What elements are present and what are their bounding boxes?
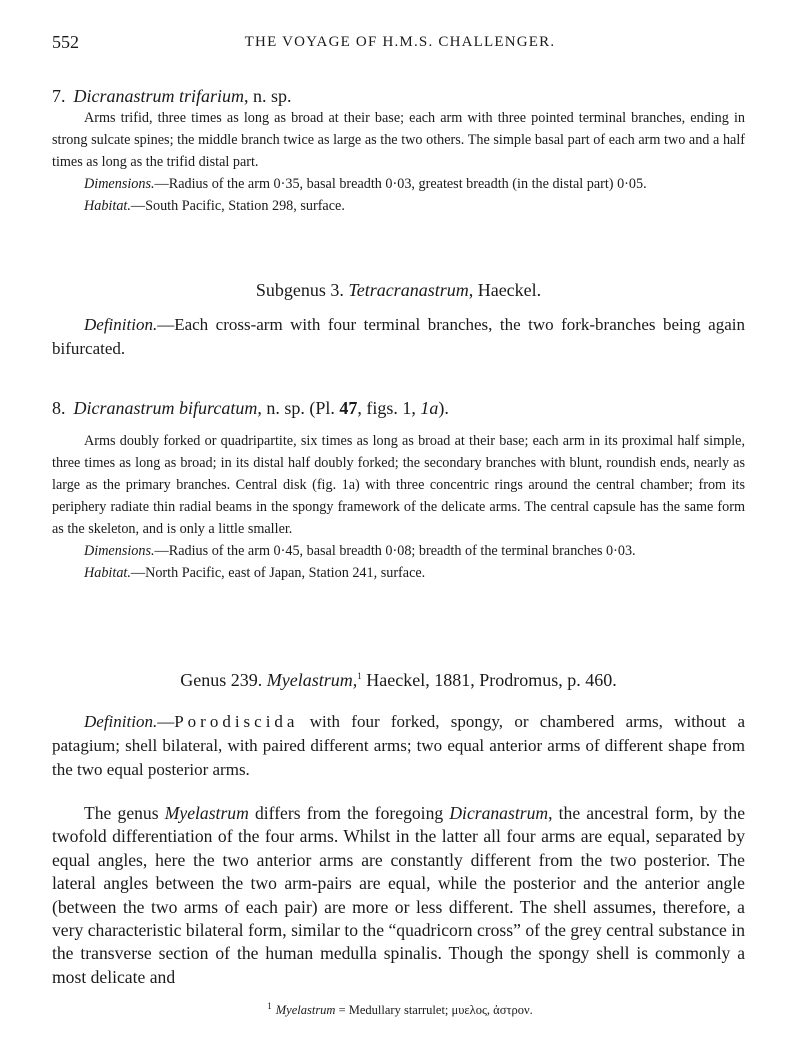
- species-7-heading: [52, 86, 745, 107]
- para-part-e: , the ancestral form, by the twofold differentiation of the four arms. Whilst in the latter all four arms are equal, separated by equal angles, here the two anterior arms are constantly different from the two posterior. The lateral angles between the two arm-pairs are equal, while the posterior and the anterior angle (between the two arms of each pair) are more or less different. The shell assumes, therefore, a very characteristic bilateral form, similar to the “quadricorn cross” of the grey central substance in the transverse section of the human medulla spinalis. Though the spongy shell is commonly a most delicate and: [52, 803, 746, 987]
- species-7-dimensions-label: Dimensions.: [84, 176, 155, 192]
- species-8-dimensions: [52, 540, 745, 562]
- genus-239-footnote-ref: 1: [357, 671, 362, 681]
- genus-239-suffix: Haeckel, 1881, Prodromus, p. 460.: [361, 670, 617, 690]
- subgenus-3-definition-text: —Each cross-arm with four terminal branches, the two fork-branches being again bifurcated.: [52, 315, 745, 358]
- page-number: 552: [52, 32, 79, 52]
- species-8-habitat-text: —North Pacific, east of Japan, Station 241, surface.: [130, 565, 426, 581]
- page-header: [52, 32, 748, 56]
- subgenus-3-definition: [52, 313, 745, 361]
- species-8-suffix-c: ).: [438, 398, 449, 418]
- genus-239-definition-label: Definition.: [84, 712, 158, 731]
- subgenus-3-prefix: Subgenus 3.: [255, 280, 344, 300]
- species-8-dimensions-text: —Radius of the arm 0·45, basal breadth 0·08; breadth of the terminal branches 0·03.: [154, 543, 636, 559]
- footnote-marker: 1: [267, 1000, 272, 1011]
- species-8-suffix-a: , n. sp. (Pl.: [257, 398, 340, 418]
- genus-239-prefix: Genus 239.: [180, 670, 263, 690]
- species-7-description: Arms trifid, three times as long as broad at their base; each arm with three pointed terminal branches, ending in strong sulcate spines; the middle branch twice as large as the two others. The simple basal part of each arm two and a half times as long as the trifid distal part.: [52, 110, 745, 170]
- para-genus-myelastrum: Myelastrum: [164, 803, 249, 823]
- species-7-habitat: [52, 195, 745, 217]
- footnote-text: = Medullary starrulet; μυελος, ἀστρον.: [335, 1003, 533, 1017]
- para-genus-dicranastrum: Dicranastrum: [449, 803, 549, 823]
- genus-239-heading: [52, 670, 745, 691]
- species-7-suffix: , n. sp.: [244, 86, 292, 106]
- running-title: THE VOYAGE OF H.M.S. CHALLENGER.: [244, 34, 556, 50]
- subgenus-3-definition-label: Definition.: [84, 315, 158, 334]
- species-8-heading: [52, 398, 745, 419]
- species-8-plate: 47: [339, 398, 358, 418]
- genus-239-definition-text: with four forked, spongy, or chambered arms, without a patagium; shell bilateral, with paired different arms; two equal anterior arms of different shape from the two equal posterior arms.: [52, 712, 745, 779]
- subgenus-3-heading: [52, 280, 745, 301]
- species-7-number: 7.: [52, 86, 66, 106]
- genus-239-definition-spaced: Porodiscida: [174, 712, 299, 731]
- species-8-dimensions-label: Dimensions.: [84, 543, 155, 559]
- species-7-name: Dicranastrum trifarium: [73, 86, 245, 106]
- footnote-term: Myelastrum: [275, 1003, 336, 1017]
- species-8-fig: 1a: [420, 398, 439, 418]
- genus-239-name: Myelastrum,: [266, 670, 358, 690]
- species-8-description: Arms doubly forked or quadripartite, six times as long as broad at their base; each arm in its proximal half simple, three times as long as broad; in its distal half doubly forked; the secondary branches with blunt, roundish ends, nearly as large as the primary branches. Central disk (fig. 1a) with three concentric rings around the central chamber; from its periphery radiate thin radial beams in the spongy framework of the delicate arms. The central capsule has the same form as the skeleton, and is only a little smaller.: [52, 433, 745, 537]
- species-8-habitat: [52, 562, 745, 584]
- genus-239-paragraph: [52, 802, 745, 989]
- para-part-c: differs from the foregoing: [248, 803, 450, 823]
- species-8-name: Dicranastrum bifurcatum: [73, 398, 258, 418]
- species-7-body: [52, 107, 745, 217]
- species-7-dimensions-text: —Radius of the arm 0·35, basal breadth 0·03, greatest breadth (in the distal part) 0·05.: [154, 176, 647, 192]
- subgenus-3-suffix: , Haeckel.: [468, 280, 542, 300]
- para-part-a: The genus: [84, 803, 165, 823]
- genus-239-definition: Definition.—Porodiscida with four forked, spongy, or chambered arms, without a patagium; shell bilateral, with paired different arms; two equal anterior arms of different shape from the two equal posterior arms.: [52, 712, 745, 779]
- species-8-body: [52, 430, 745, 584]
- subgenus-3-name: Tetracranastrum: [348, 280, 469, 300]
- species-8-habitat-label: Habitat.: [84, 565, 131, 581]
- species-8-number: 8.: [52, 398, 66, 418]
- species-7-habitat-label: Habitat.: [84, 198, 131, 214]
- species-8-suffix-b: , figs. 1,: [357, 398, 421, 418]
- species-7-dimensions: [52, 173, 745, 195]
- footnote: [0, 1000, 800, 1018]
- species-7-habitat-text: —South Pacific, Station 298, surface.: [130, 198, 345, 214]
